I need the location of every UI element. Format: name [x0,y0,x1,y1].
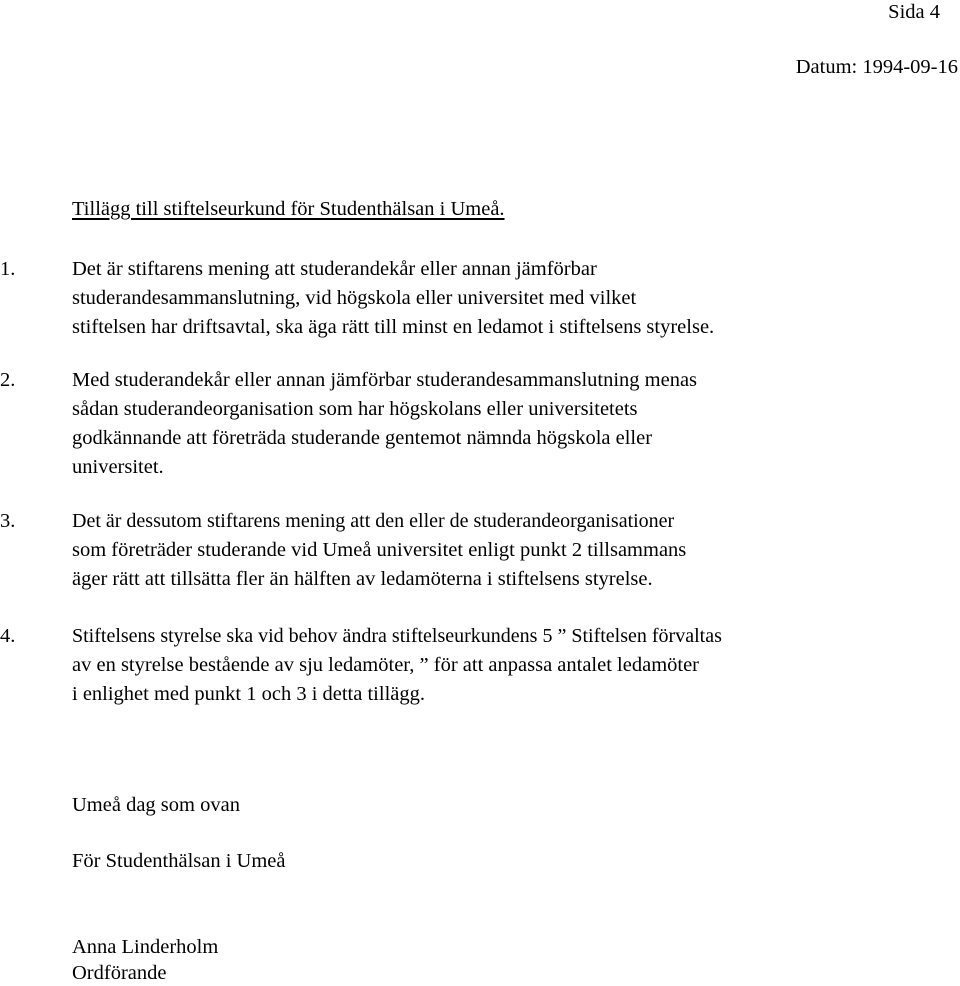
closing-organization: För Studenthälsan i Umeå [72,850,286,872]
item-4-number: 4. [0,625,16,647]
item-3-number: 3. [0,510,16,532]
item-4-line-2: av en styrelse bestående av sju ledamöter, ” för att anpassa antalet ledamöter [72,654,700,676]
item-3-text [72,507,686,594]
item-3-line-2: som företräder studerande vid Umeå universitet enligt punkt 2 tillsammans [72,539,687,561]
item-4-line-1: Stiftelsens styrelse ska vid behov ändra stiftelseurkundens 5 ” Stiftelsen förvaltas [72,625,722,647]
signatory-name: Anna Linderholm [72,936,219,958]
item-2-line-1: Med studerandekår eller annan jämförbar studerandesammanslutning menas [72,369,698,391]
document-title: Tillägg till stiftelseurkund för Studenthälsan i Umeå. [72,198,505,220]
item-2-text [72,366,697,482]
item-2-number: 2. [0,369,16,391]
item-3-line-1: Det är dessutom stiftarens mening att den eller de studerandeorganisationer [72,510,675,532]
item-1-line-1: Det är stiftarens mening att studerandekår eller annan jämförbar [72,258,597,280]
item-2-line-3: godkännande att företräda studerande gentemot nämnda högskola eller [72,427,653,449]
item-3-line-3: äger rätt att tillsätta fler än hälften av ledamöterna i stiftelsens styrelse. [72,568,653,590]
item-4-text [72,622,722,709]
page-number: Sida 4 [888,1,940,23]
item-1-text [72,255,714,342]
item-2-line-4: universitet. [72,456,164,478]
item-1-line-2: studerandesammanslutning, vid högskola eller universitet med vilket [72,287,637,309]
closing-place: Umeå dag som ovan [72,794,240,816]
signatory-role: Ordförande [72,962,167,984]
item-2-line-2: sådan studerandeorganisation som har högskolans eller universitetets [72,398,638,420]
item-1-number: 1. [0,258,16,280]
item-1-line-3: stiftelsen har driftsavtal, ska äga rätt till minst en ledamot i stiftelsens styrelse. [72,316,715,338]
item-4-line-3: i enlighet med punkt 1 och 3 i detta tillägg. [72,683,425,705]
document-date: Datum: 1994-09-16 [795,56,958,78]
